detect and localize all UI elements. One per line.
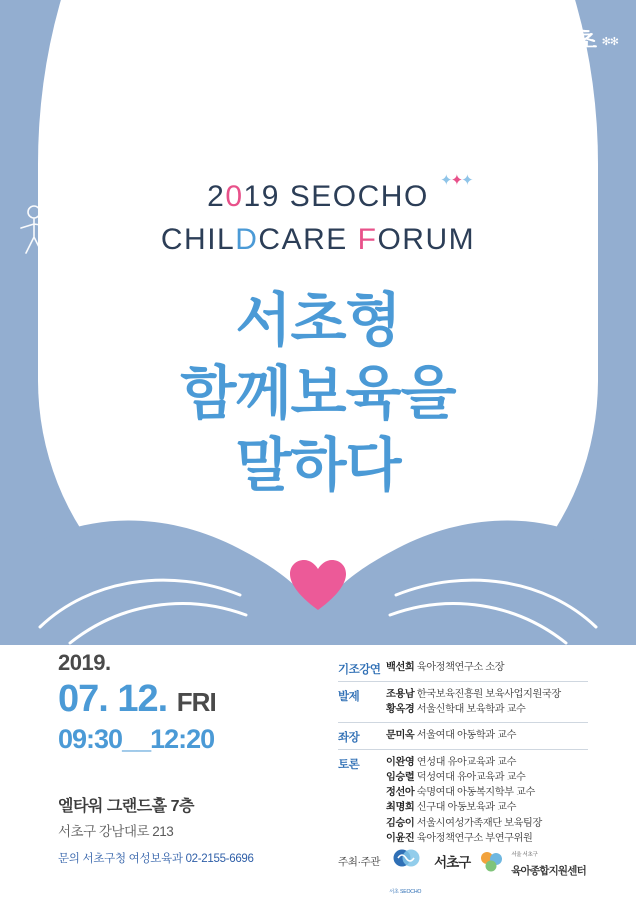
hosts-label: 주최·주관: [338, 855, 381, 868]
speaker-title: 서울여대 아동학과 교수: [416, 729, 517, 741]
list-item: [386, 702, 588, 717]
speaker-title: 서울시여성가족재단 보육팀장: [416, 817, 542, 829]
speaker-name: 김승이: [386, 817, 415, 829]
event-time: [58, 724, 216, 755]
brand-name: 서초: [555, 28, 597, 53]
speaker-name: 이윤진: [386, 833, 415, 845]
event-venue-block: [58, 793, 194, 840]
list-item: [386, 755, 588, 770]
eng-chars-19seo: 19 SE: [243, 180, 333, 213]
program-section-body: [386, 687, 588, 718]
venue-name: 엘타워 그랜드홀 7층: [58, 798, 194, 815]
childcare-center-text: [511, 843, 586, 879]
speaker-name: 백선희: [386, 662, 415, 673]
heart-icon: [290, 560, 346, 612]
center-org-small: 서울 서초구: [511, 852, 538, 858]
list-item: [386, 770, 588, 785]
speaker-title: 서울신학대 보육학과 교수: [416, 704, 526, 716]
table-row: [338, 749, 588, 851]
poster-info-section: [0, 645, 636, 899]
eng-char-2: 2: [207, 180, 226, 213]
korean-title-line2: 함께보육을: [180, 360, 456, 426]
program-section-label: 발제: [338, 691, 360, 703]
seocho-brand-logo: [469, 24, 618, 55]
sparkle-dots-icon: ✦✦✦: [440, 172, 472, 189]
childcare-center-icon: [479, 850, 507, 872]
seocho-emblem-text: 서초 SEOCHO: [389, 889, 422, 895]
speaker-name: 정선아: [386, 787, 415, 799]
speaker-name: 임승렬: [386, 771, 415, 783]
program-section-label: 기조강연: [338, 664, 381, 676]
seocho-gu-emblem-icon: [389, 847, 425, 895]
event-weekday: FRI: [176, 687, 216, 717]
list-item: [386, 816, 588, 831]
program-table: [338, 655, 588, 850]
english-title-line1: [0, 172, 636, 219]
speaker-title: 육아정책연구소 소장: [416, 662, 505, 673]
footer-logos: [338, 843, 586, 895]
list-item: [386, 728, 588, 743]
program-section-label: 토론: [338, 758, 360, 771]
table-row: [338, 722, 588, 749]
brand-tagline: 신나는 변화 푸른: [468, 39, 551, 51]
contact-info: 문의 서초구청 여성보육과 02-2155-6696: [58, 853, 254, 865]
venue-address: 서초구 강남대로 213: [58, 824, 174, 839]
eng-char-o2: O: [403, 180, 429, 213]
speaker-name: 이완영: [386, 756, 415, 768]
english-title: [0, 172, 636, 261]
list-item: [386, 785, 588, 800]
speaker-title: 한국보육진흥원 보육사업지원국장: [416, 689, 561, 700]
eng-char-o: O: [332, 180, 358, 213]
table-row: [338, 655, 588, 681]
speaker-title: 연성대 유아교육과 교수: [416, 756, 517, 768]
speaker-title: 숙명여대 아동복지학부 교수: [416, 787, 535, 799]
speaker-title: 신구대 아동보육과 교수: [416, 802, 517, 814]
program-section-body: [386, 728, 588, 743]
brand-stars-icon: ✻✻: [601, 36, 618, 48]
event-time-end: 12:20: [150, 723, 215, 754]
table-row: [338, 681, 588, 722]
event-year: 2019.: [58, 650, 111, 675]
speaker-name: 황옥경: [386, 704, 415, 716]
speaker-title: 덕성여대 유아교육과 교수: [416, 771, 526, 783]
speaker-title: 육아정책연구소 부연구위원: [416, 833, 533, 845]
event-time-separator: __: [122, 723, 151, 754]
list-item: [386, 687, 588, 702]
eng-char-0: 0: [225, 180, 244, 213]
korean-title: [0, 285, 636, 503]
speaker-name: 조용남: [386, 689, 415, 700]
list-item: [386, 800, 588, 815]
event-time-start: 09:30: [58, 723, 123, 754]
childcare-center-logo: [479, 843, 586, 879]
program-section-body: [386, 660, 588, 675]
speaker-name: 최명희: [386, 802, 415, 814]
seocho-gu-wordmark: 서초구: [434, 855, 471, 870]
center-org-big: 육아종합지원센터: [511, 865, 586, 877]
korean-title-line1: 서초형: [235, 288, 401, 353]
event-date-block: [58, 650, 216, 755]
english-title-line2: CHILDCARE FORUM: [160, 222, 476, 256]
eng-chars-ch: CH: [357, 180, 404, 213]
speaker-name: 문미옥: [386, 729, 415, 741]
program-section-label: 좌장: [338, 731, 360, 744]
event-date: [58, 678, 216, 722]
event-date-value: 07. 12.: [58, 678, 168, 720]
korean-title-line3: 말하다: [235, 433, 401, 498]
seocho-emblem-svg: [389, 847, 425, 875]
list-item: [386, 660, 588, 675]
program-section-body: [386, 755, 588, 847]
